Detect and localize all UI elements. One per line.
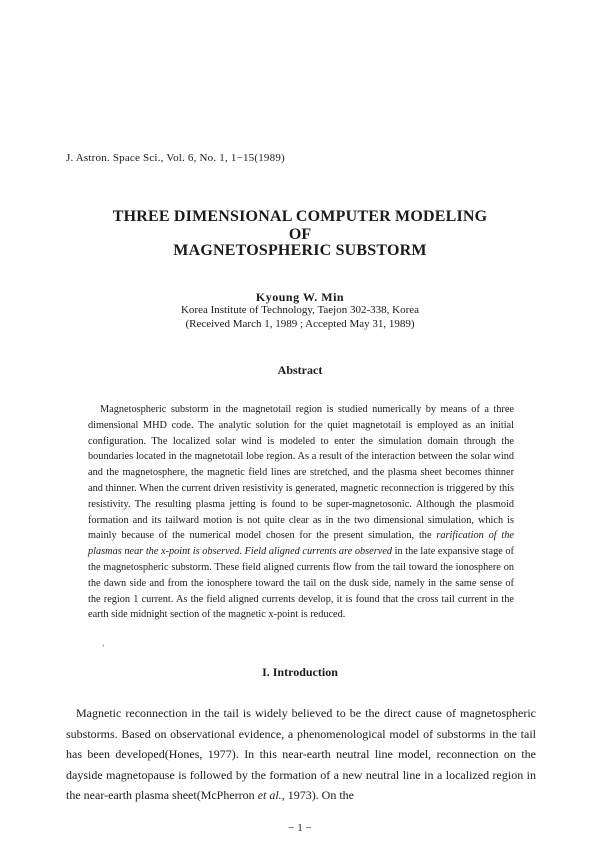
journal-citation: J. Astron. Space Sci., Vol. 6, No. 1, 1−15(1989) [66, 152, 285, 164]
abstract-text-italic: rarification of the plasmas near the x-point is observed. Field aligned currents are observed [88, 530, 514, 558]
introduction-text-part-2: , 1973). On the [281, 788, 355, 802]
received-accepted-dates: (Received March 1, 1989 ; Accepted May 31, 1989) [185, 318, 415, 330]
page-number: − 1 − [288, 822, 312, 834]
paper-title-line-2: OF [288, 226, 312, 243]
paper-title-line-3: MAGNETOSPHERIC SUBSTORM [173, 242, 427, 259]
paper-title-line-1: THREE DIMENSIONAL COMPUTER MODELING [112, 208, 488, 225]
author-name: Kyoung W. Min [255, 290, 345, 304]
stray-mark: ‘ [102, 643, 105, 652]
abstract-text [88, 402, 514, 623]
introduction-text [66, 703, 536, 806]
introduction-heading: I. Introduction [262, 665, 338, 679]
introduction-text-italic: et al. [257, 788, 282, 802]
introduction-text-part-1: Magnetic reconnection in the tail is widely believed to be the direct cause of magnetospheric substorms. Based on observational evidence, a phenomenological model of substorms in the tail has been developed(Hones, 1977). In this near-earth neutral line model, reconnection on the dayside magnetopause is followed by the formation of a new neutral line in a localized region in the near-earth plasma sheet(McPherron [66, 706, 536, 802]
abstract-text-part-2: in the late expansive stage of the magnetospheric substorm. These field aligned currents flow from the tail toward the ionosphere on the dawn side and from the ionosphere toward the tail on the dusk side, namely in the same sense of the region 1 current. As the field aligned currents develop, it is found that the cross tail current in the earth side midnight section of the magnetic x-point is reduced. [88, 546, 514, 621]
abstract-text-part-1: Magnetospheric substorm in the magnetotail region is studied numerically by means of a three dimensional MHD code. The analytic solution for the quiet magnetotail is employed as an initial configuration. The localized solar wind is modeled to enter the simulation domain through the boundaries located in the magnetotail lobe region. As a result of the interaction between the solar wind and the magnetosphere, the magnetic field lines are stretched, and the plasma sheet becomes thinner and thinner. When the current driven resistivity is generated, magnetic reconnection is triggered by this resistivity. The resulting plasma jetting is found to be super-magnetosonic. Although the plasmoid formation and its tailward motion is not quite clear as in the two dimensional simulation, which is mainly because of the numerical model chosen for the present simulation, the [88, 404, 514, 542]
author-affiliation: Korea Institute of Technology, Taejon 302-338, Korea [180, 304, 420, 316]
abstract-heading: Abstract [277, 363, 323, 377]
